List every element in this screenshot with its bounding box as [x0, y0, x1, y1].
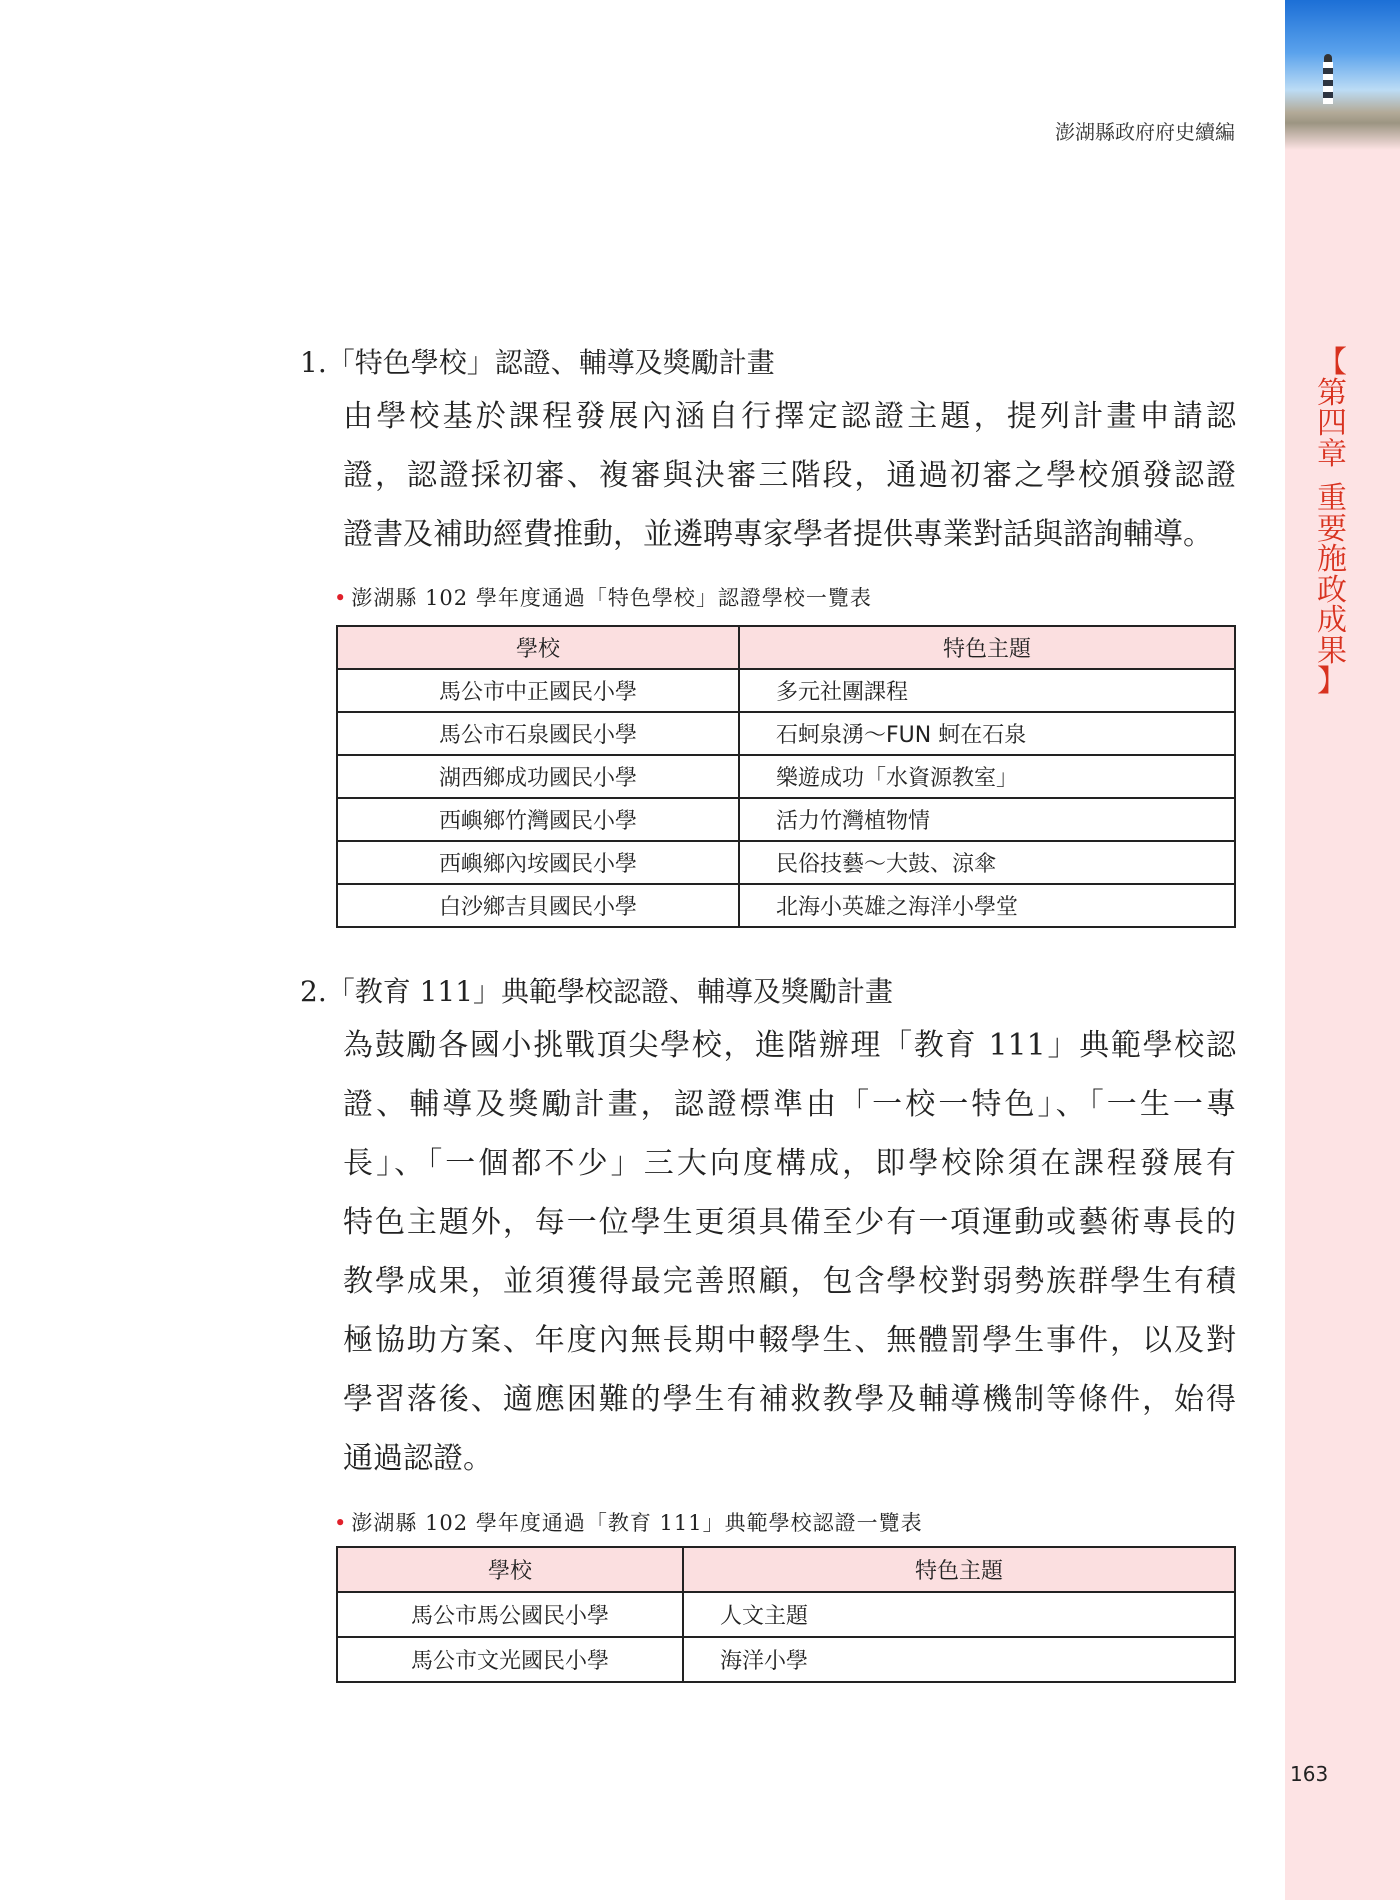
table1-caption-text: 澎湖縣 102 學年度通過「特色學校」認證學校一覽表 [351, 586, 872, 610]
theme-cell: 石蚵泉湧～FUN 蚵在石泉 [739, 712, 1235, 755]
school-cell: 馬公市中正國民小學 [337, 669, 739, 712]
theme-cell: 多元社團課程 [739, 669, 1235, 712]
table-row [337, 1637, 1235, 1682]
page-number: 163 [1290, 1762, 1329, 1786]
chapter-title [1312, 345, 1352, 699]
table-row [337, 884, 1235, 927]
table-row [337, 712, 1235, 755]
chapter-char: 章 [1317, 436, 1347, 472]
chapter-char: 果 [1317, 633, 1347, 669]
table-row [337, 669, 1235, 712]
paragraph-line: 證書及補助經費推動，並遴聘專家學者提供專業對話與諮詢輔導。 [343, 517, 1213, 552]
school-cell: 白沙鄉吉貝國民小學 [337, 884, 739, 927]
paragraph-line: 極協助方案、年度內無長期中輟學生、無體罰學生事件，以及對 [343, 1323, 1236, 1358]
lighthouse-photo [1285, 0, 1400, 150]
bullet-icon: • [334, 1511, 348, 1535]
paragraph-line: 通過認證。 [343, 1441, 493, 1476]
lighthouse-icon [1324, 54, 1332, 62]
bullet-icon: • [334, 586, 348, 610]
table1-caption [334, 582, 872, 612]
table-row [337, 1592, 1235, 1637]
paragraph-line: 證，認證採初審、複審與決審三階段，通過初審之學校頒發認證 [343, 458, 1236, 493]
table-header-row [337, 1547, 1235, 1592]
column-header: 學校 [337, 1547, 683, 1592]
paragraph-line: 學習落後、適應困難的學生有補救教學及輔導機制等條件，始得 [343, 1382, 1236, 1417]
section2-heading: 2.「教育 111」典範學校認證、輔導及獎勵計畫 [300, 975, 894, 1008]
section2-paragraph [343, 1026, 1236, 1498]
chapter-char: 成 [1317, 603, 1347, 638]
school-cell: 西嶼鄉內垵國民小學 [337, 841, 739, 884]
theme-cell: 北海小英雄之海洋小學堂 [739, 884, 1235, 927]
school-cell: 馬公市文光國民小學 [337, 1637, 683, 1682]
running-header: 澎湖縣政府府史續編 [1055, 120, 1235, 144]
paragraph-line: 證、輔導及獎勵計畫，認證標準由「一校一特色」、「一生一專 [343, 1087, 1236, 1122]
table-header-row [337, 626, 1235, 669]
table-row [337, 841, 1235, 884]
column-header: 特色主題 [683, 1547, 1235, 1592]
paragraph-line: 由學校基於課程發展內涵自行擇定認證主題，提列計畫申請認 [343, 399, 1236, 434]
school-cell: 馬公市馬公國民小學 [337, 1592, 683, 1637]
chapter-sidebar [1285, 0, 1400, 1900]
model-schools-table [336, 1546, 1236, 1683]
chapter-char: 第 [1317, 375, 1347, 411]
theme-cell: 民俗技藝～大鼓、涼傘 [739, 841, 1235, 884]
theme-cell: 樂遊成功「水資源教室」 [739, 755, 1235, 798]
column-header: 特色主題 [739, 626, 1235, 669]
school-cell: 西嶼鄉竹灣國民小學 [337, 798, 739, 841]
theme-cell: 海洋小學 [683, 1637, 1235, 1682]
chapter-char: 【 [1317, 345, 1347, 380]
table-row [337, 755, 1235, 798]
paragraph-line: 教學成果，並須獲得最完善照顧，包含學校對弱勢族群學生有積 [343, 1264, 1236, 1299]
chapter-char: 政 [1317, 572, 1347, 608]
chapter-char: 】 [1317, 664, 1347, 699]
chapter-char: 施 [1317, 542, 1347, 577]
lighthouse-tower [1323, 62, 1333, 104]
paragraph-line: 長」、「一個都不少」三大向度構成，即學校除須在課程發展有 [343, 1146, 1236, 1181]
column-header: 學校 [337, 626, 739, 669]
chapter-char: 要 [1317, 511, 1347, 547]
theme-cell: 活力竹灣植物情 [739, 798, 1235, 841]
chapter-char: 重 [1317, 481, 1347, 516]
school-cell: 湖西鄉成功國民小學 [337, 755, 739, 798]
special-schools-table [336, 625, 1236, 928]
school-cell: 馬公市石泉國民小學 [337, 712, 739, 755]
section1-heading: 1.「特色學校」認證、輔導及獎勵計畫 [300, 346, 775, 379]
table-row [337, 798, 1235, 841]
chapter-char: 四 [1317, 406, 1347, 441]
table2-caption-text: 澎湖縣 102 學年度通過「教育 111」典範學校認證一覽表 [351, 1511, 923, 1535]
theme-cell: 人文主題 [683, 1592, 1235, 1637]
section1-paragraph [343, 397, 1236, 574]
paragraph-line: 特色主題外，每一位學生更須具備至少有一項運動或藝術專長的 [343, 1205, 1236, 1240]
paragraph-line: 為鼓勵各國小挑戰頂尖學校，進階辦理「教育 111」典範學校認 [343, 1028, 1236, 1063]
table2-caption [334, 1507, 923, 1537]
